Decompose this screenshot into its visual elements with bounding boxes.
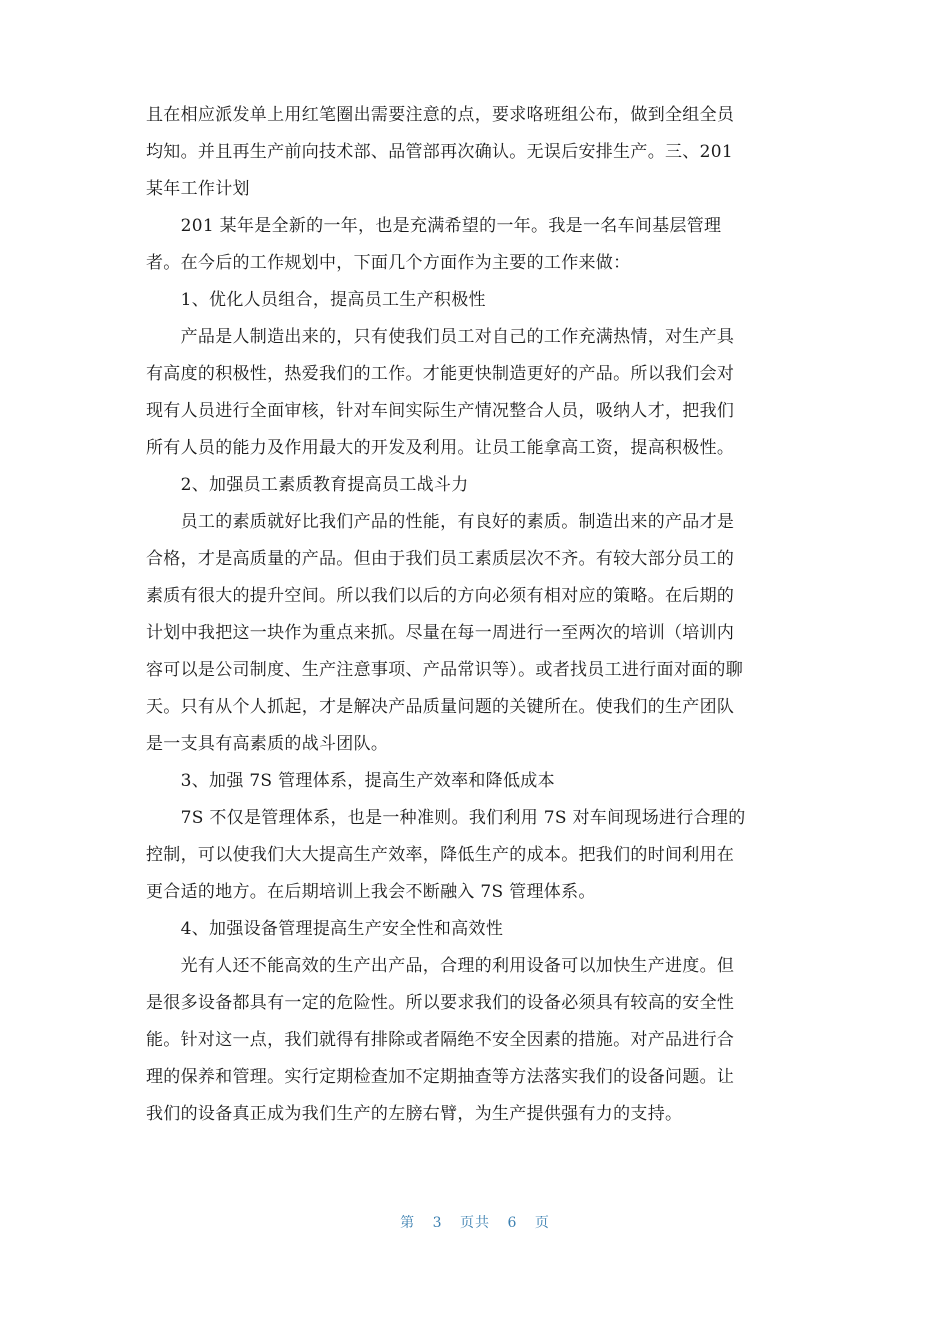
text-line: 容可以是公司制度、生产注意事项、产品常识等）。或者找员工进行面对面的聊	[146, 660, 743, 680]
document-body	[146, 97, 810, 1133]
footer-suffix: 页	[534, 1215, 550, 1231]
footer-total-pages: 6	[507, 1215, 518, 1231]
text-line: 7S 不仅是管理体系，也是一种准则。我们利用 7S 对车间现场进行合理的	[146, 808, 746, 828]
text-line: 天。只有从个人抓起，才是解决产品质量问题的关键所在。使我们的生产团队	[146, 697, 735, 717]
footer-prefix: 第	[400, 1215, 416, 1231]
text-line: 理的保养和管理。实行定期检查加不定期抽查等方法落实我们的设备问题。让	[146, 1067, 735, 1087]
text-line: 有高度的积极性，热爱我们的工作。才能更快制造更好的产品。所以我们会对	[146, 364, 735, 384]
text-line: 现有人员进行全面审核，针对车间实际生产情况整合人员，吸纳人才，把我们	[146, 401, 735, 421]
text-line: 我们的设备真正成为我们生产的左膀右臂，为生产提供强有力的支持。	[146, 1104, 683, 1124]
text-line: 是一支具有高素质的战斗团队。	[146, 734, 389, 754]
text-line: 2、加强员工素质教育提高员工战斗力	[146, 475, 469, 495]
text-line: 者。在今后的工作规划中，下面几个方面作为主要的工作来做：	[146, 253, 631, 273]
text-line: 素质有很大的提升空间。所以我们以后的方向必须有相对应的策略。在后期的	[146, 586, 735, 606]
text-line: 产品是人制造出来的，只有使我们员工对自己的工作充满热情，对生产具	[146, 327, 735, 347]
footer-current-page: 3	[432, 1215, 443, 1231]
text-line: 合格，才是高质量的产品。但由于我们员工素质层次不齐。有较大部分员工的	[146, 549, 735, 569]
text-line: 计划中我把这一块作为重点来抓。尽量在每一周进行一至两次的培训（培训内	[146, 623, 735, 643]
text-line: 某年工作计划	[146, 179, 250, 199]
page-footer	[0, 1212, 950, 1232]
text-line: 是很多设备都具有一定的危险性。所以要求我们的设备必须具有较高的安全性	[146, 993, 735, 1013]
text-line: 201 某年是全新的一年，也是充满希望的一年。我是一名车间基层管理	[146, 216, 722, 236]
text-line: 均知。并且再生产前向技术部、品管部再次确认。无误后安排生产。三、201	[146, 142, 733, 162]
text-line: 员工的素质就好比我们产品的性能，有良好的素质。制造出来的产品才是	[146, 512, 735, 532]
text-line: 更合适的地方。在后期培训上我会不断融入 7S 管理体系。	[146, 882, 596, 902]
text-line: 能。针对这一点，我们就得有排除或者隔绝不安全因素的措施。对产品进行合	[146, 1030, 735, 1050]
text-line: 控制，可以使我们大大提高生产效率，降低生产的成本。把我们的时间利用在	[146, 845, 735, 865]
text-line: 所有人员的能力及作用最大的开发及利用。让员工能拿高工资，提高积极性。	[146, 438, 735, 458]
text-line: 1、优化人员组合，提高员工生产积极性	[146, 290, 486, 310]
footer-middle: 页共	[460, 1215, 490, 1231]
text-line: 3、加强 7S 管理体系，提高生产效率和降低成本	[146, 771, 555, 791]
text-line: 光有人还不能高效的生产出产品，合理的利用设备可以加快生产进度。但	[146, 956, 735, 976]
text-line: 4、加强设备管理提高生产安全性和高效性	[146, 919, 504, 939]
text-line: 且在相应派发单上用红笔圈出需要注意的点，要求咯班组公布，做到全组全员	[146, 105, 735, 125]
